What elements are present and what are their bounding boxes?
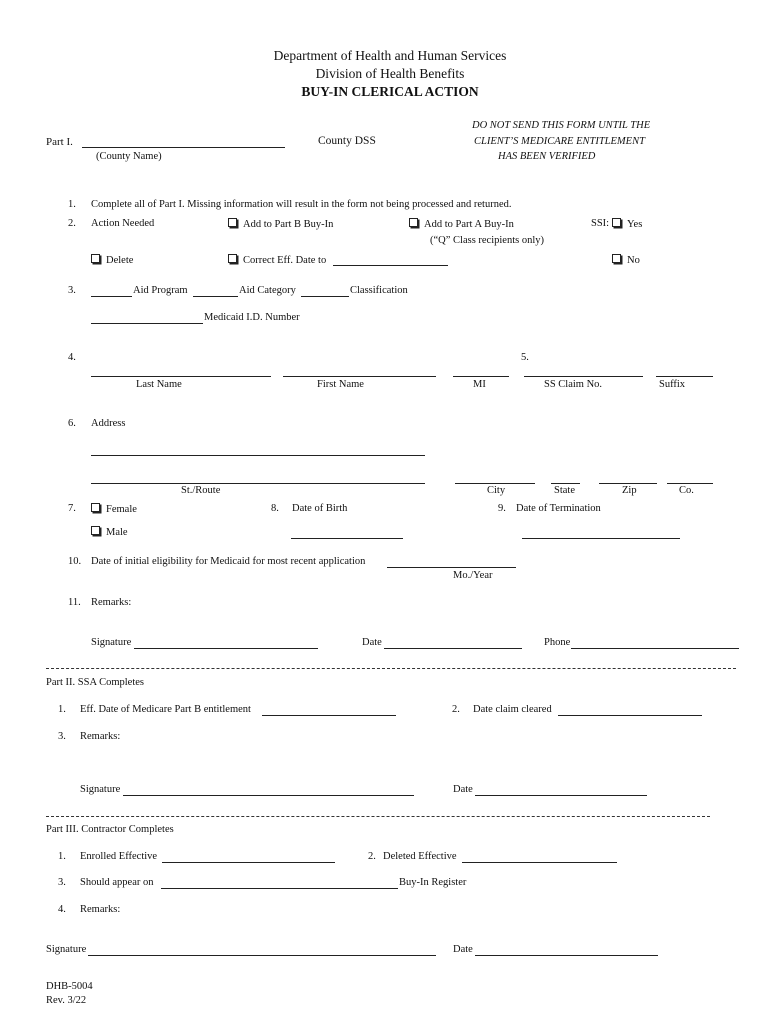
checkbox-icon[interactable] (228, 218, 237, 227)
add-part-b-checkbox[interactable]: Add to Part B Buy-In (228, 218, 333, 231)
item-number: 4. (68, 352, 76, 363)
action-needed-label: Action Needed (91, 218, 155, 229)
item-number: 2. (368, 851, 376, 862)
aid-program-label: Aid Program (133, 285, 188, 296)
delete-checkbox[interactable]: Delete (91, 254, 133, 267)
section-divider (46, 816, 710, 817)
signature-label: Signature (80, 784, 121, 795)
claim-cleared-label: Date claim cleared (473, 704, 552, 715)
header-division: Division of Health Benefits (315, 66, 465, 81)
street-route-label: St./Route (181, 485, 221, 496)
enrolled-effective-field[interactable] (162, 862, 335, 863)
checkbox-icon[interactable] (91, 526, 100, 535)
last-name-field[interactable] (91, 376, 271, 377)
dob-field[interactable] (291, 538, 403, 539)
classification-label: Classification (350, 285, 408, 296)
checkbox-icon[interactable] (612, 218, 621, 227)
phone-field[interactable] (571, 648, 739, 649)
checkbox-icon[interactable] (409, 218, 418, 227)
initial-eligibility-label: Date of initial eligibility for Medicaid for most recent application (91, 556, 366, 567)
buyin-register-label: Buy-In Register (399, 877, 467, 888)
county-name-caption: (County Name) (96, 151, 162, 162)
checkbox-icon[interactable] (612, 254, 621, 263)
part1-label: Part I. (46, 136, 73, 148)
aid-program-field[interactable] (91, 296, 132, 297)
classification-field[interactable] (301, 296, 349, 297)
ss-claim-label: SS Claim No. (544, 379, 603, 390)
item-number: 1. (58, 704, 66, 715)
item-number: 9. (498, 503, 506, 514)
q-class-note: (“Q” Class recipients only) (430, 235, 545, 246)
date-field[interactable] (475, 955, 658, 956)
item-number: 11. (68, 597, 81, 608)
first-name-label: First Name (317, 379, 364, 390)
female-checkbox[interactable]: Female (91, 503, 137, 516)
item-number: 6. (68, 418, 76, 429)
termination-date-field[interactable] (522, 538, 680, 539)
signature-label: Signature (46, 944, 87, 955)
date-label: Date (362, 637, 382, 648)
county-name-field[interactable] (82, 147, 285, 148)
remarks-label: Remarks: (80, 904, 121, 915)
signature-field[interactable] (88, 955, 436, 956)
remarks-label: Remarks: (80, 731, 121, 742)
item-number: 2. (452, 704, 460, 715)
section-divider (46, 668, 736, 669)
item-number: 10. (68, 556, 82, 567)
revision: Rev. 3/22 (46, 995, 87, 1006)
checkbox-icon[interactable] (228, 254, 237, 263)
instruction-text: Complete all of Part I. Missing information will result in the form not being processed and returned. (91, 199, 512, 210)
termination-date-label: Date of Termination (516, 503, 601, 514)
eff-date-field[interactable] (262, 715, 396, 716)
initial-eligibility-field[interactable] (387, 567, 516, 568)
phone-label: Phone (544, 637, 571, 648)
first-name-field[interactable] (283, 376, 436, 377)
item-number: 8. (271, 503, 279, 514)
correct-eff-date-field[interactable] (333, 265, 448, 266)
signature-field[interactable] (134, 648, 318, 649)
date-label: Date (453, 944, 473, 955)
eff-date-label: Eff. Date of Medicare Part B entitlement (80, 704, 251, 715)
aid-category-field[interactable] (193, 296, 238, 297)
correct-eff-date-checkbox[interactable]: Correct Eff. Date to (228, 254, 326, 267)
item-number: 5. (521, 352, 529, 363)
notice-line-2: CLIENT’S MEDICARE ENTITLEMENT (474, 136, 645, 147)
item-number: 2. (68, 218, 76, 229)
city-label: City (487, 485, 506, 496)
item-number: 4. (58, 904, 66, 915)
item-number: 7. (68, 503, 76, 514)
form-title: BUY-IN CLERICAL ACTION (301, 84, 479, 99)
zip-label: Zip (622, 485, 637, 496)
item-number: 3. (68, 285, 76, 296)
enrolled-effective-label: Enrolled Effective (80, 851, 158, 862)
deleted-effective-label: Deleted Effective (383, 851, 457, 862)
county-dss-label: County DSS (318, 135, 376, 147)
checkbox-icon[interactable] (91, 503, 100, 512)
address-line-1-field[interactable] (91, 455, 425, 456)
notice-line-1: DO NOT SEND THIS FORM UNTIL THE (472, 120, 651, 131)
ssi-no-checkbox[interactable]: No (612, 254, 640, 267)
suffix-label: Suffix (659, 379, 686, 390)
signature-label: Signature (91, 637, 132, 648)
medicaid-id-label: Medicaid I.D. Number (204, 312, 300, 323)
dob-label: Date of Birth (292, 503, 348, 514)
ssi-yes-checkbox[interactable]: Yes (612, 218, 642, 231)
signature-field[interactable] (123, 795, 414, 796)
form-number: DHB-5004 (46, 981, 93, 992)
address-label: Address (91, 418, 126, 429)
notice-line-3: HAS BEEN VERIFIED (498, 151, 596, 162)
item-number: 3. (58, 877, 66, 888)
ssi-label: SSI: (591, 218, 610, 229)
item-number: 3. (58, 731, 66, 742)
item-number: 1. (68, 199, 76, 210)
aid-category-label: Aid Category (239, 285, 296, 296)
header-department: Department of Health and Human Services (273, 48, 507, 63)
checkbox-icon[interactable] (91, 254, 100, 263)
suffix-field[interactable] (656, 376, 713, 377)
should-appear-field[interactable] (161, 888, 398, 889)
date-field[interactable] (384, 648, 522, 649)
should-appear-label: Should appear on (80, 877, 154, 888)
county-code-field[interactable] (667, 483, 713, 484)
date-field[interactable] (475, 795, 647, 796)
item-number: 1. (58, 851, 66, 862)
part2-label: Part II. SSA Completes (46, 677, 145, 688)
medicaid-id-field[interactable] (91, 323, 203, 324)
city-field[interactable] (455, 483, 535, 484)
date-label: Date (453, 784, 473, 795)
zip-field[interactable] (599, 483, 657, 484)
mo-year-label: Mo./Year (453, 570, 493, 581)
ss-claim-field[interactable] (524, 376, 643, 377)
part3-label: Part III. Contractor Completes (46, 824, 174, 835)
state-field[interactable] (551, 483, 580, 484)
male-checkbox[interactable]: Male (91, 526, 128, 539)
co-label: Co. (679, 485, 694, 496)
state-label: State (554, 485, 575, 496)
remarks-label: Remarks: (91, 597, 132, 608)
mi-label: MI (473, 379, 486, 390)
street-route-field[interactable] (91, 483, 425, 484)
mi-field[interactable] (453, 376, 509, 377)
last-name-label: Last Name (136, 379, 182, 390)
claim-cleared-field[interactable] (558, 715, 702, 716)
add-part-a-checkbox[interactable]: Add to Part A Buy-In (409, 218, 514, 231)
deleted-effective-field[interactable] (462, 862, 617, 863)
